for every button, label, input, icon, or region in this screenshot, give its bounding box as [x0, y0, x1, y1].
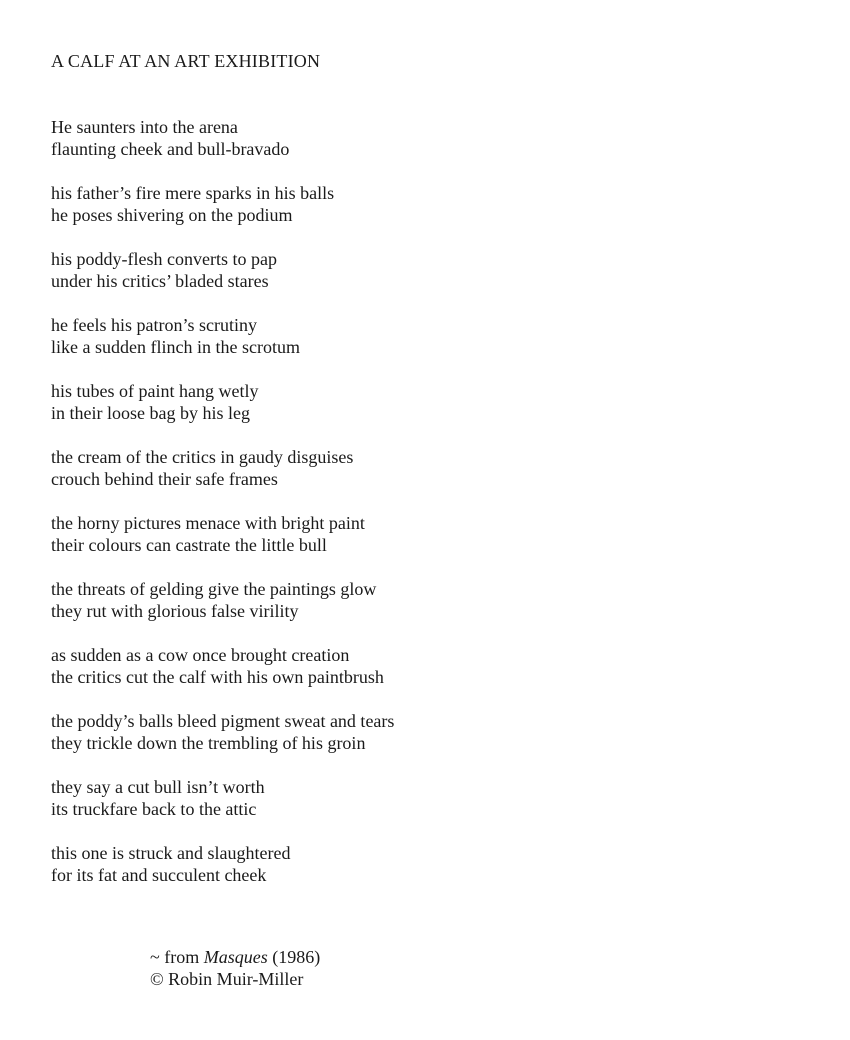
- poem-line: for its fat and succulent cheek: [51, 865, 267, 885]
- poem-line: as sudden as a cow once brought creation: [51, 645, 350, 665]
- copyright-line: © Robin Muir-Miller: [150, 969, 304, 989]
- poem-line: under his critics’ bladed stares: [51, 271, 269, 291]
- poem-line: his poddy-flesh converts to pap: [51, 249, 277, 269]
- stanza: [51, 116, 394, 160]
- poem-line: the threats of gelding give the paintings glow: [51, 579, 377, 599]
- stanza: [51, 182, 394, 226]
- poem-line: the cream of the critics in gaudy disguises: [51, 447, 354, 467]
- poem-line: He saunters into the arena: [51, 117, 238, 137]
- poem-line: his father’s fire mere sparks in his balls: [51, 183, 335, 203]
- poem-line: the critics cut the calf with his own paintbrush: [51, 667, 384, 687]
- stanza: [51, 314, 394, 358]
- poem-line: crouch behind their safe frames: [51, 469, 278, 489]
- poem-line: he poses shivering on the podium: [51, 205, 293, 225]
- source-title: Masques: [203, 947, 268, 967]
- poem-line: their colours can castrate the little bull: [51, 535, 327, 555]
- poem-line: the horny pictures menace with bright paint: [51, 513, 365, 533]
- stanza: [51, 248, 394, 292]
- poem-line: flaunting cheek and bull-bravado: [51, 139, 290, 159]
- poem-line: its truckfare back to the attic: [51, 799, 257, 819]
- stanza: [51, 446, 394, 490]
- stanza: [51, 578, 394, 622]
- poem-line: his tubes of paint hang wetly: [51, 381, 259, 401]
- poem-line: this one is struck and slaughtered: [51, 843, 291, 863]
- poem-line: like a sudden flinch in the scrotum: [51, 337, 300, 357]
- poem-line: he feels his patron’s scrutiny: [51, 315, 257, 335]
- poem-line: they say a cut bull isn’t worth: [51, 777, 265, 797]
- source-line: [150, 946, 320, 968]
- stanza: [51, 380, 394, 424]
- stanza: [51, 644, 394, 688]
- poem-line: the poddy’s balls bleed pigment sweat and tears: [51, 711, 395, 731]
- poem-line: they trickle down the trembling of his groin: [51, 733, 366, 753]
- attribution: [150, 946, 320, 990]
- source-prefix: ~ from: [150, 947, 204, 967]
- stanza: [51, 776, 394, 820]
- poem-line: they rut with glorious false virility: [51, 601, 299, 621]
- source-suffix: (1986): [267, 947, 321, 967]
- poem-title: A CALF AT AN ART EXHIBITION: [51, 51, 321, 71]
- poem-line: in their loose bag by his leg: [51, 403, 250, 423]
- stanza: [51, 710, 394, 754]
- poem-body: [51, 116, 394, 908]
- stanza: [51, 842, 394, 886]
- stanza: [51, 512, 394, 556]
